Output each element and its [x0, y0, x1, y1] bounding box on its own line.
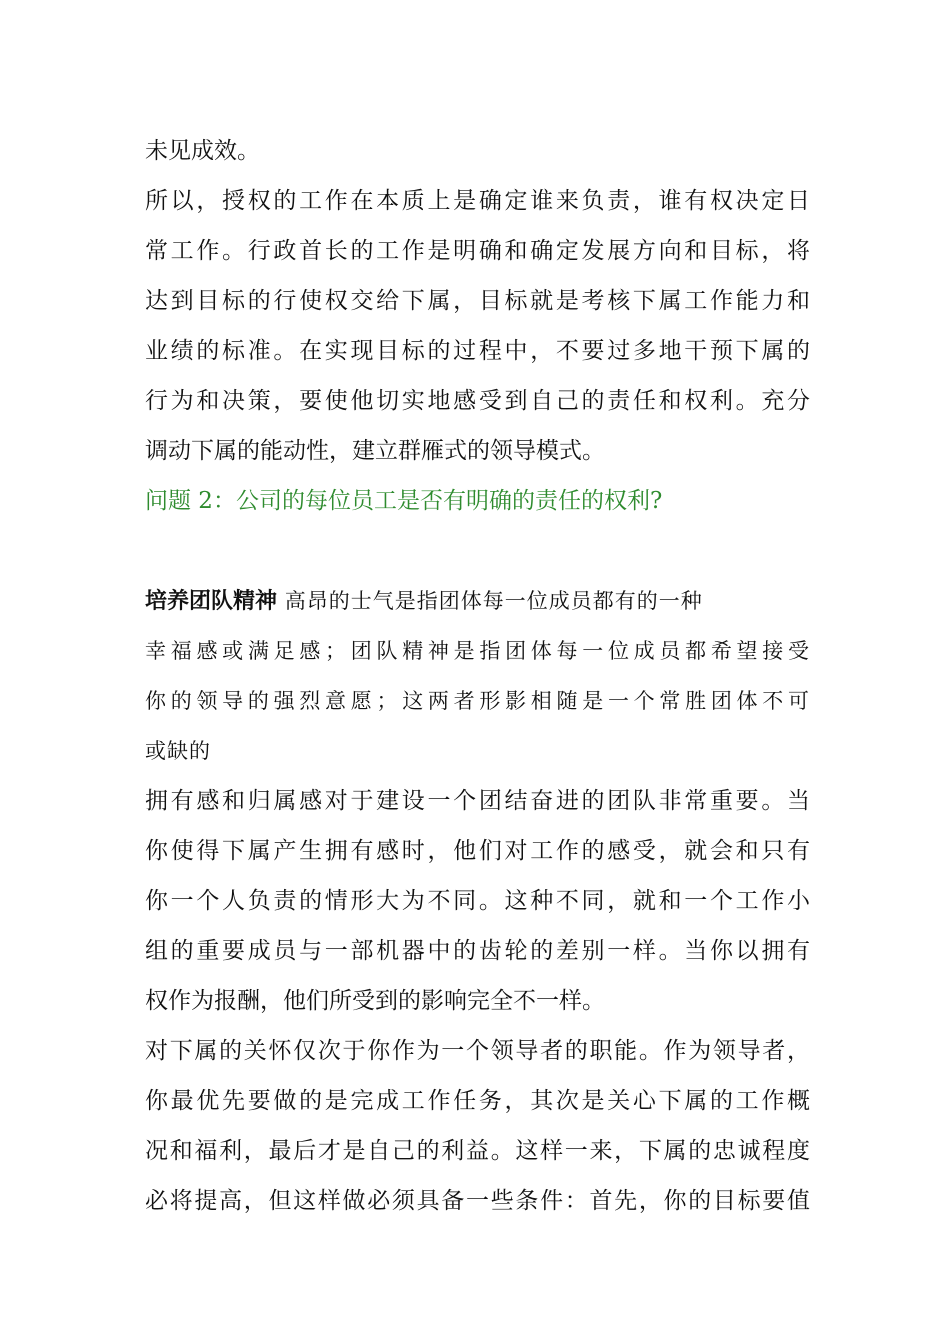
- paragraph-4-line: 你最优先要做的是完成工作任务，其次是关心下属的工作概: [145, 1088, 810, 1114]
- question-heading: 问题 2：公司的每位员工是否有明确的责任的权利?: [145, 488, 663, 514]
- section-line: 幸福感或满足感；团队精神是指团体每一位成员都希望接受: [145, 639, 810, 663]
- paragraph-2-line: 行为和决策，要使他切实地感受到自己的责任和权利。充分: [145, 388, 810, 414]
- paragraph-2-line: 常工作。行政首长的工作是明确和确定发展方向和目标，将: [145, 238, 810, 264]
- section-line: 或缺的: [145, 739, 211, 763]
- paragraph-4-line: 况和福利，最后才是自己的利益。这样一来，下属的忠诚程度: [145, 1138, 810, 1164]
- section-line: 你的领导的强烈意愿；这两者形影相随是一个常胜团体不可: [145, 689, 810, 713]
- paragraph-3-line: 权作为报酬，他们所受到的影响完全不一样。: [145, 988, 605, 1014]
- paragraph-2-line: 业绩的标准。在实现目标的过程中，不要过多地干预下属的: [145, 338, 810, 364]
- paragraph-2-line: 所以，授权的工作在本质上是确定谁来负责，谁有权决定日: [145, 188, 810, 214]
- paragraph-1-line: 未见成效。: [145, 138, 260, 164]
- blank-line: [145, 526, 810, 576]
- paragraph-3-line: 你使得下属产生拥有感时，他们对工作的感受，就会和只有: [145, 838, 810, 864]
- paragraph-2-line: 达到目标的行使权交给下属，目标就是考核下属工作能力和: [145, 288, 810, 314]
- document-body: [145, 126, 810, 1226]
- paragraph-2-line: 调动下属的能动性，建立群雁式的领导模式。: [145, 438, 605, 464]
- section-first-line: [145, 576, 810, 626]
- paragraph-3-line: 拥有感和归属感对于建设一个团结奋进的团队非常重要。当: [145, 788, 810, 814]
- paragraph-4-line: 必将提高，但这样做必须具备一些条件：首先，你的目标要值: [145, 1188, 810, 1214]
- section-heading: 培养团队精神: [145, 589, 278, 614]
- paragraph-4-line: 对下属的关怀仅次于你作为一个领导者的职能。作为领导者，: [145, 1038, 810, 1064]
- section-line: [277, 589, 285, 613]
- paragraph-3-line: 你一个人负责的情形大为不同。这种不同，就和一个工作小: [145, 888, 810, 914]
- paragraph-3-line: 组的重要成员与一部机器中的齿轮的差别一样。当你以拥有: [145, 938, 810, 964]
- section-line: 高昂的士气是指团体每一位成员都有的一种: [284, 589, 703, 613]
